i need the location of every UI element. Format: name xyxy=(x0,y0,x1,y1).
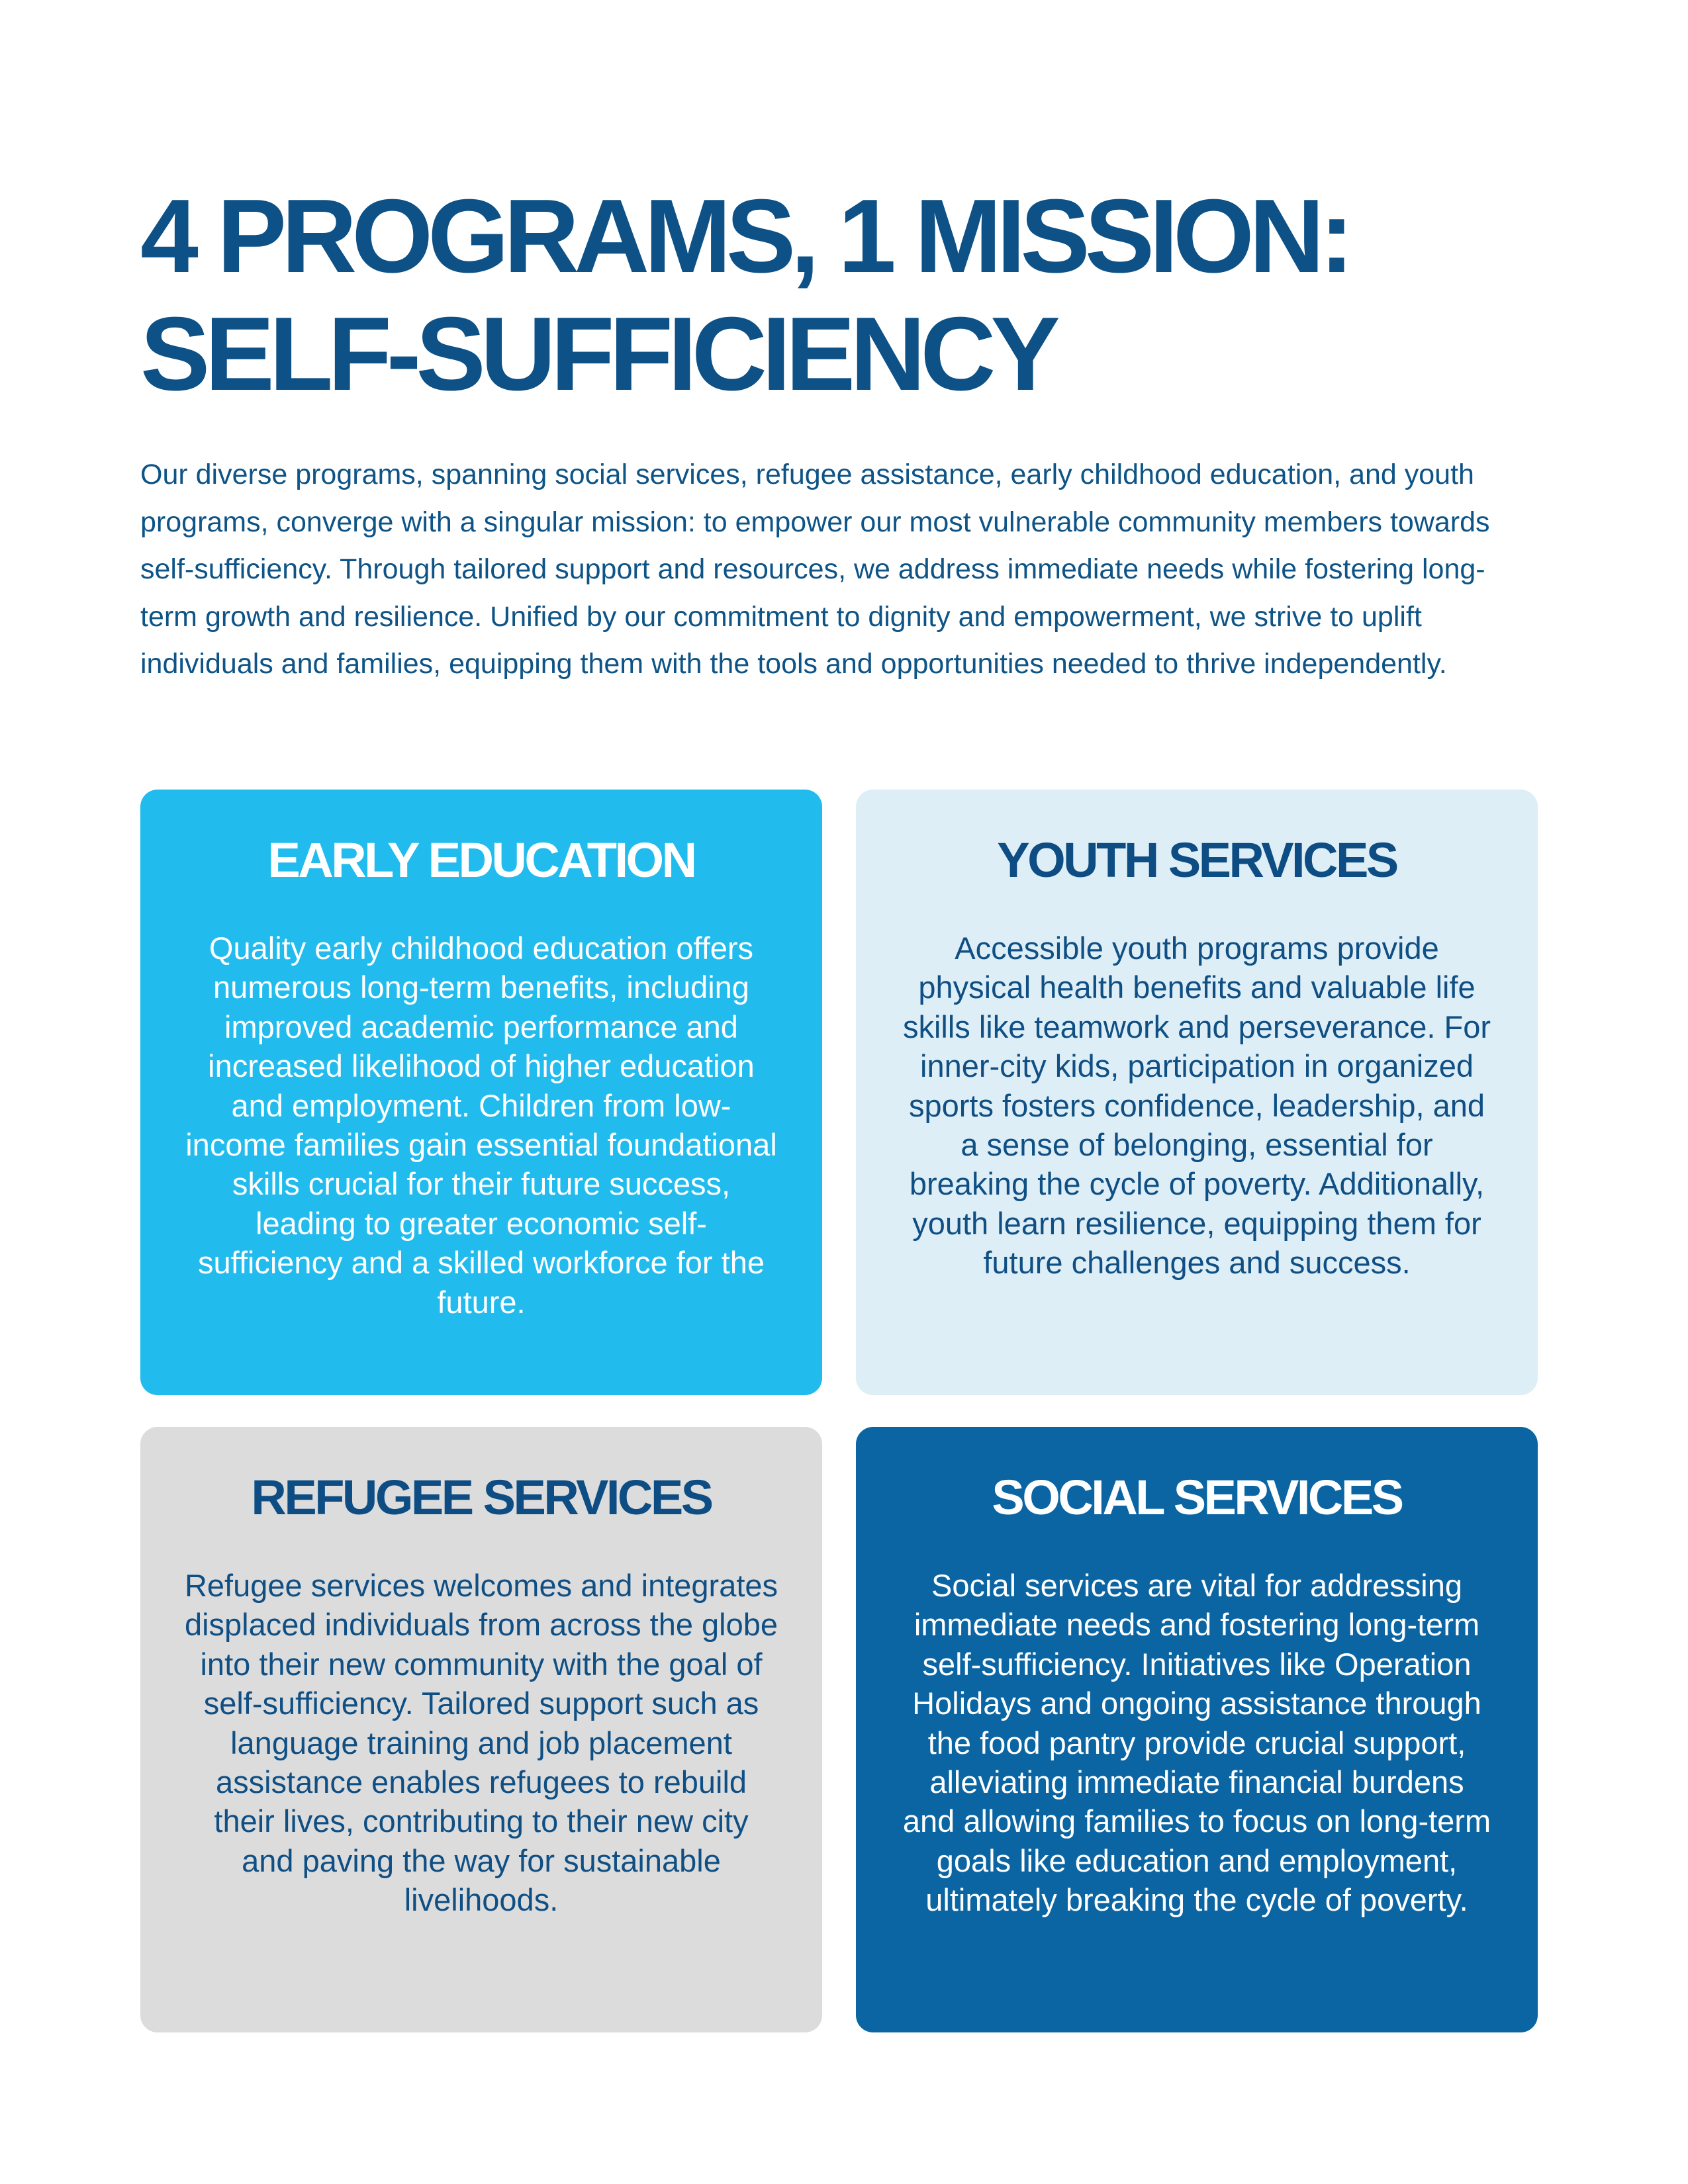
card-title-youth-services: YOUTH SERVICES xyxy=(997,833,1397,887)
page-title-line-1: 4 PROGRAMS, 1 MISSION: xyxy=(140,178,1349,295)
card-refugee-services xyxy=(140,1427,822,2032)
card-body-social-services: Social services are vital for addressing immediate needs and fostering long-term self-sufficiency. Initiatives like Operation Holidays and ongoing assistance through the food pantry provide crucial support, alleviating immediate financial burdens and allowing families to focus on long-term goals like education and employment, ultimately breaking the cycle of poverty. xyxy=(902,1568,1491,1918)
intro-paragraph: Our diverse programs, spanning social services, refugee assistance, early childhood education, and youth programs, converge with a singular mission: to empower our most vulnerable community members towards self-sufficiency. Through tailored support and resources, we address immediate needs while fostering long-term growth and resilience. Unified by our commitment to dignity and empowerment, we strive to uplift individuals and families, equipping them with the tools and opportunities needed to thrive independently. xyxy=(140,459,1490,680)
card-body-refugee-services: Refugee services welcomes and integrates displaced individuals from across the globe into their new community with the goal of self-sufficiency. Tailored support such as language training and job placement assistance enables refugees to rebuild their lives, contributing to their new city and paving the way for sustainable livelihoods. xyxy=(184,1568,778,1918)
page-title-line-2: SELF-SUFFICIENCY xyxy=(140,296,1055,412)
card-social-services xyxy=(856,1427,1538,2032)
card-youth-services xyxy=(856,790,1538,1395)
card-early-education xyxy=(140,790,822,1395)
card-title-early-education: EARLY EDUCATION xyxy=(267,833,695,887)
page-title xyxy=(140,177,1564,413)
card-body-youth-services: Accessible youth programs provide physical health benefits and valuable life skills like teamwork and perseverance. For inner-city kids, participation in organized sports fosters confidence, leadership, and a sense of belonging, essential for breaking the cycle of poverty. Additionally, youth learn resilience, equipping them for future challenges and success. xyxy=(902,931,1491,1281)
card-body-early-education: Quality early childhood education offers numerous long-term benefits, including improved academic performance and increased likelihood of higher education and employment. Children from low-income families gain essential foundational skills crucial for their future success, leading to greater economic self-sufficiency and a skilled workforce for the future. xyxy=(185,931,777,1320)
card-title-social-services: SOCIAL SERVICES xyxy=(992,1470,1402,1525)
card-title-refugee-services: REFUGEE SERVICES xyxy=(251,1470,712,1525)
